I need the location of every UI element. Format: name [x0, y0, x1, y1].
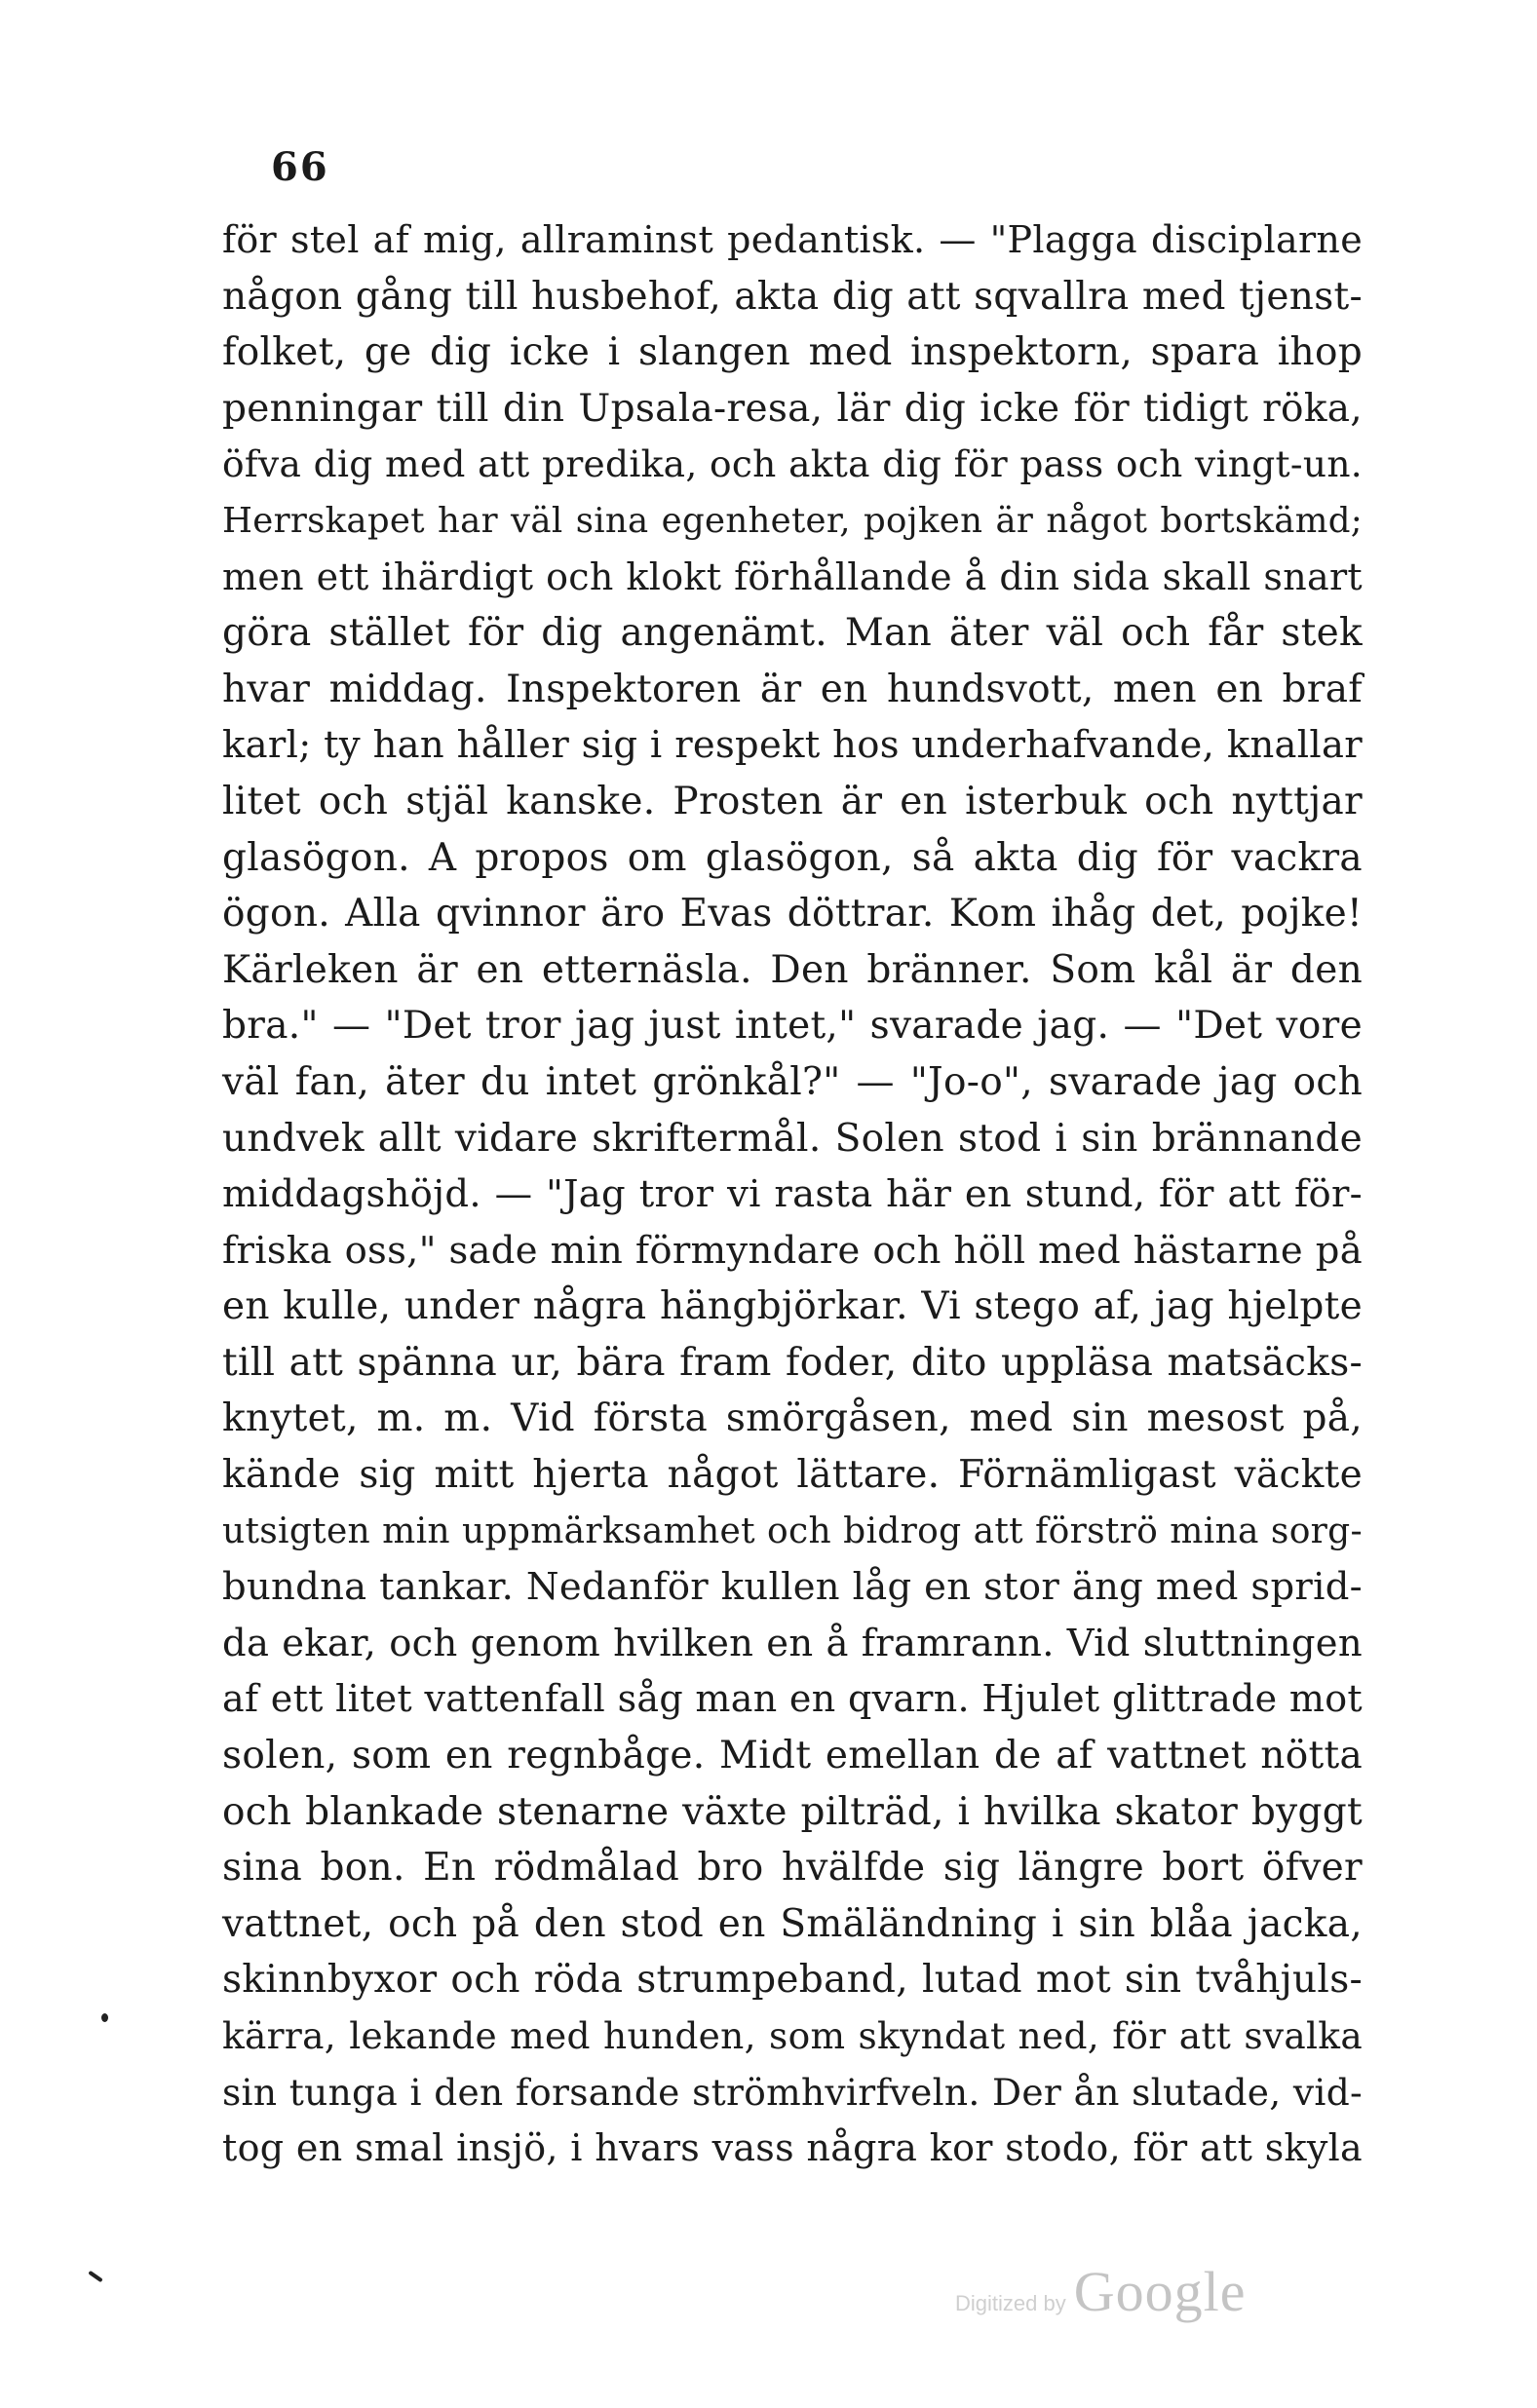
text-line: undvek allt vidare skriftermål. Solen stod i sin brännande — [222, 1116, 1363, 1161]
text-line: kärra, lekande med hunden, som skyndat ned, för att svalka — [222, 2014, 1363, 2057]
ink-speck — [101, 2013, 108, 2022]
text-line: litet och stjäl kanske. Prosten är en isterbuk och nyttjar — [222, 779, 1363, 823]
text-line: en kulle, under några hängbjörkar. Vi stego af, jag hjelpte — [222, 1284, 1363, 1329]
text-line: öfva dig med att predika, och akta dig för pass och vingt-un. — [222, 442, 1363, 486]
text-line: utsigten min uppmärksamhet och bidrog att förströ mina sorg- — [222, 1510, 1363, 1551]
text-line: till att spänna ur, bära fram foder, dito uppläsa matsäcks- — [222, 1340, 1363, 1385]
text-line: af ett litet vattenfall såg man en qvarn. Hjulet glittrade mot — [222, 1677, 1363, 1721]
text-line: sin tunga i den forsande strömhvirfveln. Der ån slutade, vid- — [222, 2070, 1363, 2114]
text-line: vattnet, och på den stod en Smäländning i sin blåa jacka, — [222, 1901, 1363, 1946]
text-line: middagshöjd. — "Jag tror vi rasta här en stund, för att för- — [222, 1172, 1363, 1217]
google-logo: Google — [1073, 2260, 1247, 2323]
text-line: sina bon. En rödmålad bro hvälfde sig längre bort öfver — [222, 1846, 1363, 1891]
body-text — [222, 212, 1363, 2177]
text-line: men ett ihärdigt och klokt förhållande å din sida skall snart — [222, 554, 1363, 598]
text-line: någon gång till husbehof, akta dig att sqvallra med tjenst- — [222, 274, 1363, 319]
text-line: friska oss," sade min förmyndare och höll med hästarne på — [222, 1228, 1363, 1273]
text-line: för stel af mig, allraminst pedantisk. — "Plagga disciplarne — [222, 218, 1363, 261]
text-line: da ekar, och genom hvilken en å framrann. Vid sluttningen — [222, 1621, 1363, 1665]
watermark-prefix: Digitized by — [955, 2291, 1066, 2315]
text-line: Herrskapet har väl sina egenheter, pojken är något bortskämd; — [222, 500, 1363, 541]
text-line: Kärleken är en etternäsla. Den bränner. Som kål är den — [222, 947, 1363, 992]
ink-speck — [88, 2271, 102, 2282]
text-line: kände sig mitt hjerta något lättare. Förnämligast väckte — [222, 1453, 1363, 1498]
text-line: skinnbyxor och röda strumpeband, lutad mot sin tvåhjuls- — [222, 1958, 1363, 2003]
text-line: knytet, m. m. Vid första smörgåsen, med sin mesost på, — [222, 1396, 1363, 1441]
text-line: väl fan, äter du intet grönkål?" — "Jo-o", svarade jag och — [222, 1059, 1363, 1104]
text-line: bra." — "Det tror jag just intet," svarade jag. — "Det vore — [222, 1004, 1363, 1049]
text-line: penningar till din Upsala-resa, lär dig icke för tidigt röka, — [222, 386, 1363, 431]
text-line: bundna tankar. Nedanför kullen låg en stor äng med sprid- — [222, 1565, 1363, 1610]
page-number: 66 — [271, 144, 329, 190]
digitization-watermark — [955, 2259, 1246, 2324]
text-line: karl; ty han håller sig i respekt hos underhafvande, knallar — [222, 723, 1363, 768]
text-line: folket, ge dig icke i slangen med inspektorn, spara ihop — [222, 330, 1363, 375]
text-line: och blankade stenarne växte pilträd, i hvilka skator byggt — [222, 1789, 1363, 1834]
text-line: glasögon. A propos om glasögon, så akta dig för vackra — [222, 835, 1363, 880]
text-line: tog en smal insjö, i hvars vass några kor stodo, för att skyla — [222, 2126, 1363, 2170]
text-line: hvar middag. Inspektoren är en hundsvott, men en braf — [222, 667, 1363, 711]
text-line: ögon. Alla qvinnor äro Evas döttrar. Kom ihåg det, pojke! — [222, 892, 1363, 936]
text-line: solen, som en regnbåge. Midt emellan de af vattnet nötta — [222, 1734, 1363, 1778]
text-line: göra stället för dig angenämt. Man äter väl och får stek — [222, 611, 1363, 656]
